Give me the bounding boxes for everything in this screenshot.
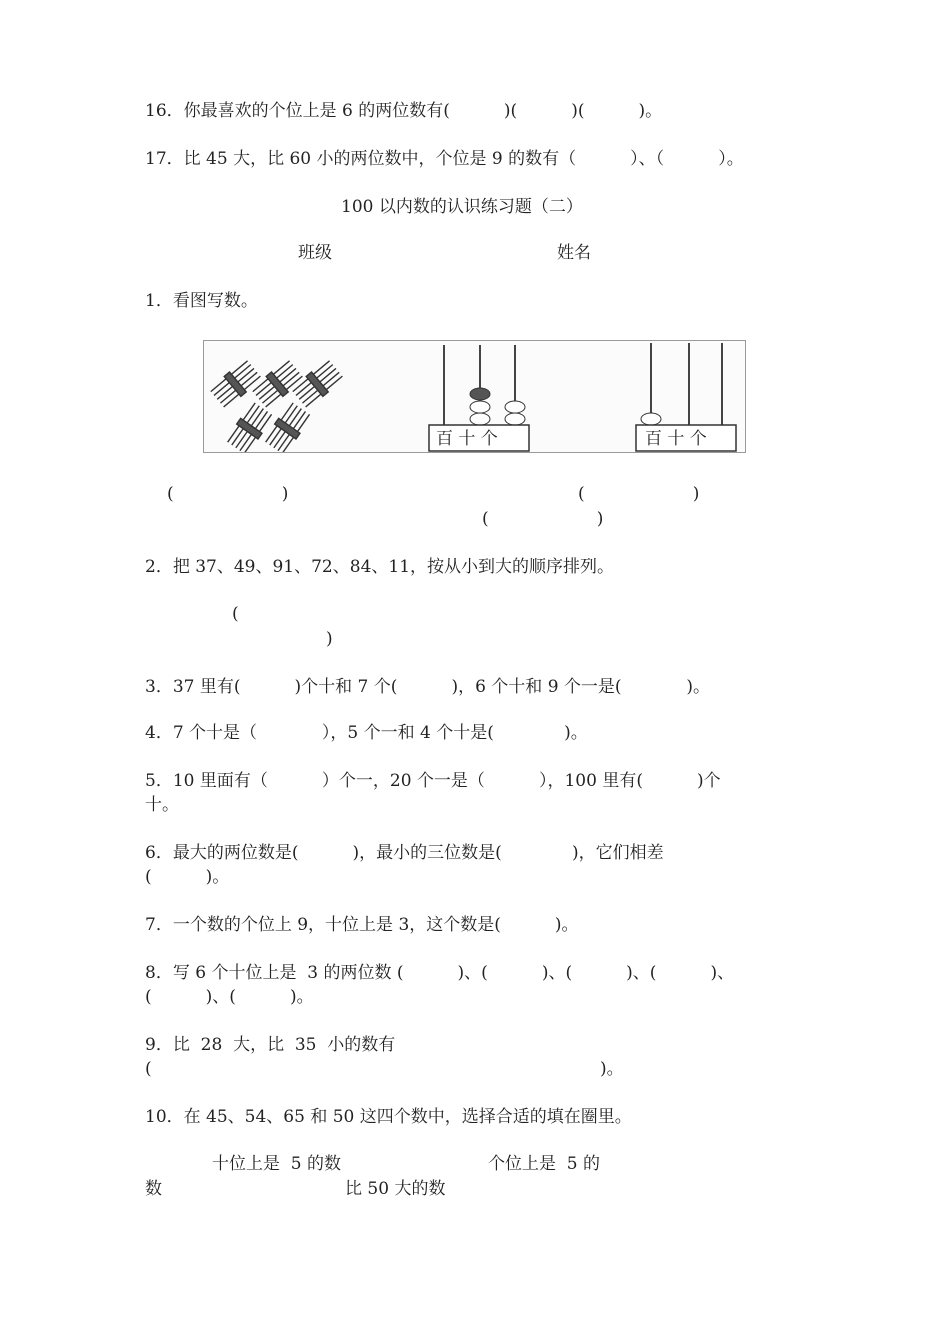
question-8-line1: 8．写 6 个十位上是 3 的两位数 ( )、( )、( )、( )、 xyxy=(145,963,735,983)
question-8-line2: ( )、( )。 xyxy=(145,987,314,1007)
q1-answer-blank-a[interactable]: ( ) xyxy=(167,484,289,504)
question-6-line1: 6．最大的两位数是( )，最小的三位数是( )，它们相差 xyxy=(145,843,664,863)
q1-answer-blank-b[interactable]: ( ) xyxy=(578,484,700,504)
question-2: 2．把 37、49、91、72、84、11，按从小到大的顺序排列。 xyxy=(145,557,615,577)
question-4: 4．7 个十是（ ），5 个一和 4 个十是( )。 xyxy=(145,723,588,743)
q2-answer-close[interactable]: ) xyxy=(326,629,333,649)
bundled-sticks-icon xyxy=(209,358,344,452)
question-5-line1: 5．10 里面有（ ）个一，20 个一是（ ），100 里有( )个 xyxy=(145,771,721,791)
q1-answer-blank-c[interactable]: ( ) xyxy=(482,509,604,529)
question-10: 10．在 45、54、65 和 50 这四个数中，选择合适的填在圈里。 xyxy=(145,1107,632,1127)
class-label: 班级 xyxy=(298,243,332,263)
q10-label-ones-five-cont: 数 xyxy=(145,1179,162,1199)
page-title: 100 以内数的认识练习题（二） xyxy=(341,197,583,217)
abacus-2-label: 百 十 个 xyxy=(645,429,707,449)
question-9-line1: 9．比 28 大，比 35 小的数有 xyxy=(145,1035,396,1055)
q10-label-ones-five: 个位上是 5 的 xyxy=(488,1154,601,1174)
counting-figure xyxy=(203,340,746,453)
q10-label-greater-50: 比 50 大的数 xyxy=(345,1179,446,1199)
name-label: 姓名 xyxy=(557,243,591,263)
question-17: 17．比 45 大，比 60 小的两位数中，个位是 9 的数有（ ）、（ ）。 xyxy=(145,149,744,169)
abacus-2-icon xyxy=(636,343,736,451)
abacus-1-icon xyxy=(429,345,529,451)
abacus-1-label: 百 十 个 xyxy=(436,429,498,449)
question-3: 3．37 里有( )个十和 7 个( )，6 个十和 9 个一是( )。 xyxy=(145,677,711,697)
question-6-line2: ( )。 xyxy=(145,867,230,887)
q9-answer-open[interactable]: ( xyxy=(145,1059,152,1079)
question-7: 7．一个数的个位上 9，十位上是 3，这个数是( )。 xyxy=(145,915,579,935)
q2-answer-open[interactable]: ( xyxy=(232,604,239,624)
question-5-line2: 十。 xyxy=(145,795,179,815)
question-1: 1．看图写数。 xyxy=(145,291,258,311)
q9-answer-close[interactable]: )。 xyxy=(600,1059,624,1079)
question-16: 16．你最喜欢的个位上是 6 的两位数有( )( )( )。 xyxy=(145,101,663,121)
q10-label-tens-five: 十位上是 5 的数 xyxy=(212,1154,342,1174)
